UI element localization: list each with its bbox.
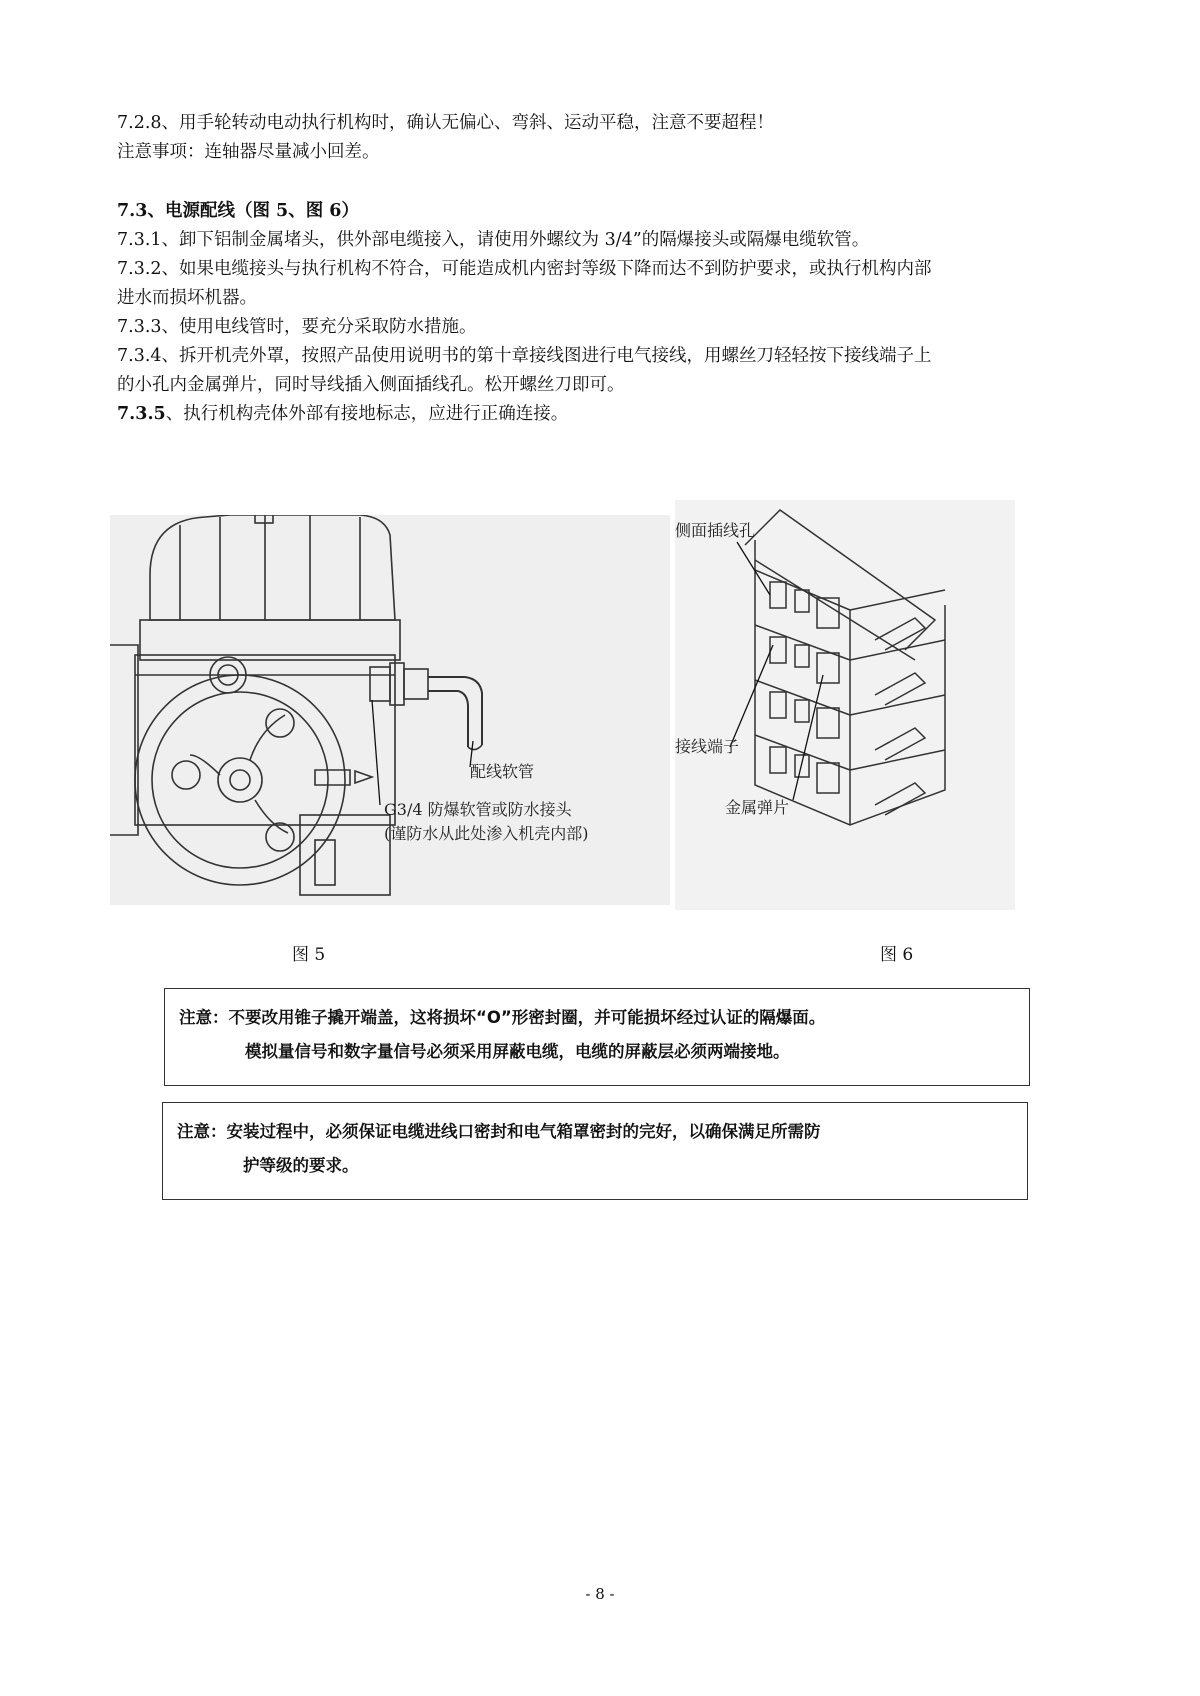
figure-5-caption: 图 5 — [292, 945, 326, 965]
label-explosion-proof-fitting: G3/4 防爆软管或防水接头 — [384, 800, 572, 819]
page-number: - 8 - — [585, 1585, 615, 1603]
notice-box-seal-warning — [164, 988, 1030, 1086]
item-7-3-5 — [117, 399, 568, 429]
note-coupling: 注意事项：连轴器尽量减小回差。 — [117, 142, 380, 162]
item-7-3-2-line1: 7.3.2、如果电缆接头与执行机构不符合，可能造成机内密封等级下降而达不到防护要求，或执行机构内部 — [117, 259, 932, 279]
notice-2-line-1: 注意：安装过程中，必须保证电缆进线口密封和电气箱罩密封的完好，以确保满足所需防 — [177, 1122, 821, 1141]
item-7-3-5-text: 、执行机构壳体外部有接地标志，应进行正确连接。 — [165, 404, 569, 424]
label-side-wire-hole: 侧面插线孔 — [675, 521, 756, 540]
figure-6-caption: 图 6 — [880, 945, 914, 965]
notice-1-line-2: 模拟量信号和数字量信号必须采用屏蔽电缆，电缆的屏蔽层必须两端接地。 — [245, 1042, 790, 1061]
notice-box-install-sealing — [162, 1102, 1028, 1200]
item-7-3-3: 7.3.3、使用电线管时，要充分采取防水措施。 — [117, 317, 477, 337]
section-heading-7-3: 7.3、电源配线（图 5、图 6） — [117, 201, 359, 221]
label-terminal: 接线端子 — [675, 737, 740, 756]
figure-5-actuator-drawing — [110, 515, 670, 905]
label-water-warning: (谨防水从此处渗入机壳内部) — [384, 824, 589, 843]
item-7-2-8: 7.2.8、用手轮转动电动执行机构时，确认无偏心、弯斜、运动平稳，注意不要超程！ — [117, 113, 775, 133]
figure-6-terminal-block-drawing — [675, 500, 1015, 910]
item-7-3-4-line2: 的小孔内金属弹片，同时导线插入侧面插线孔。松开螺丝刀即可。 — [117, 375, 625, 395]
item-7-3-4-line1: 7.3.4、拆开机壳外罩，按照产品使用说明书的第十章接线图进行电气接线，用螺丝刀轻轻按下接线端子上 — [117, 346, 932, 366]
item-7-3-5-number: 7.3.5 — [117, 404, 166, 424]
item-7-3-1: 7.3.1、卸下铝制金属堵头，供外部电缆接入，请使用外螺纹为 3/4”的隔爆接头或隔爆电缆软管。 — [117, 230, 870, 250]
label-metal-spring: 金属弹片 — [725, 798, 790, 817]
label-wiring-hose: 配线软管 — [470, 762, 535, 781]
notice-1-line-1: 注意：不要改用锥子撬开端盖，这将损坏“O”形密封圈，并可能损坏经过认证的隔爆面。 — [179, 1008, 826, 1027]
item-7-3-2-line2: 进水而损坏机器。 — [117, 288, 257, 308]
notice-2-line-2: 护等级的要求。 — [243, 1156, 359, 1175]
